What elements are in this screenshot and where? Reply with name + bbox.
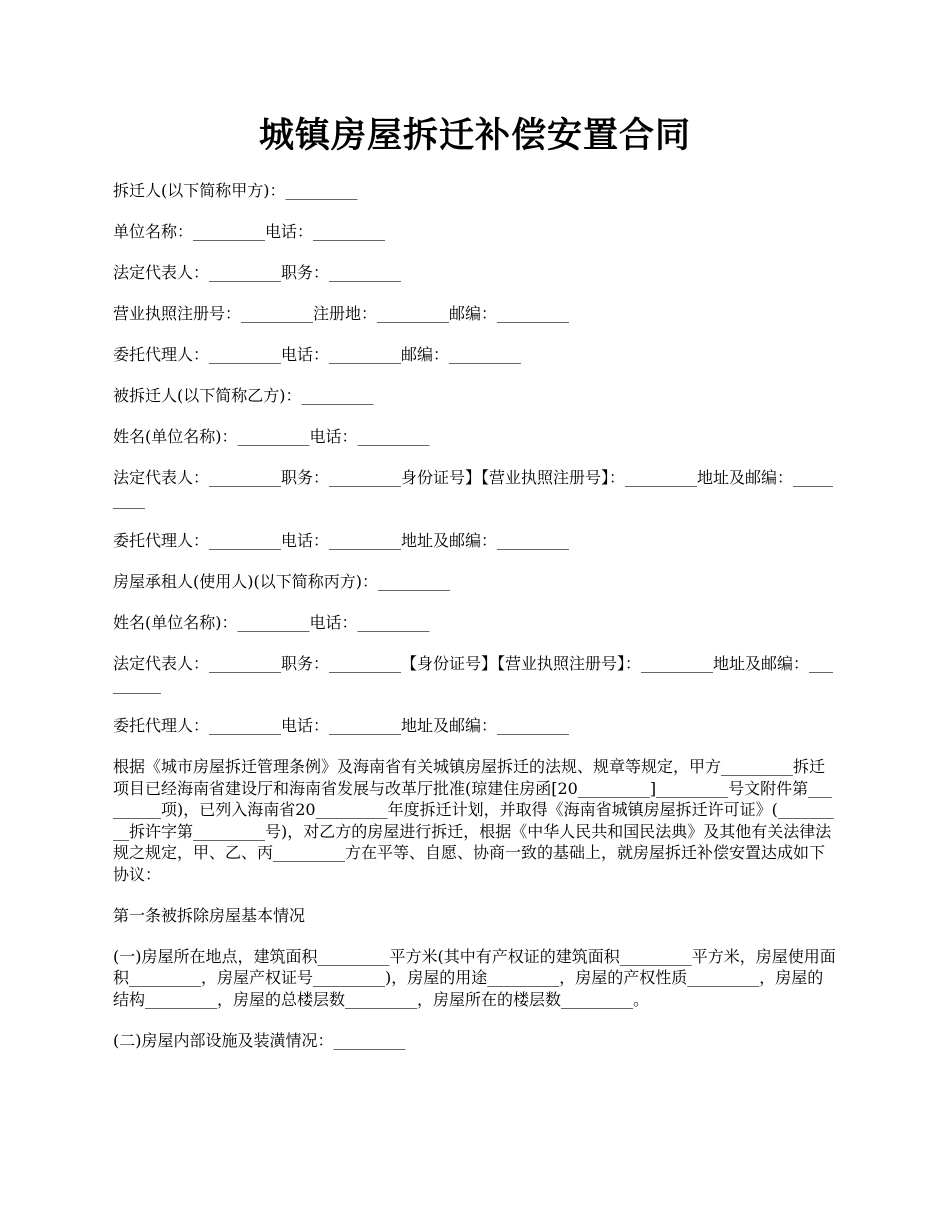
paragraph: 委托代理人：_________电话：_________邮编：_________ [113, 345, 522, 364]
paragraph: 法定代表人：_________职务：_________【身份证号】【营业执照注册号】：_________地址及邮编：_________ [113, 653, 834, 694]
paragraph: 委托代理人：_________电话：_________地址及邮编：_________ [113, 530, 570, 550]
paragraph: (一)房屋所在地点，建筑面积_________平方米(其中有产权证的建筑面积_________平方米，房屋使用面积_________，房屋产权证号_________)，房屋的用途_________，房屋的产权性质_________，房屋的结构_________，房屋的总楼层数_________，房屋所在的楼层数_________。 [113, 946, 836, 1009]
paragraph: 被拆迁人(以下简称乙方)：_________ [113, 386, 374, 405]
document-body [113, 180, 837, 1071]
section-heading: 第一条被拆除房屋基本情况 [113, 905, 306, 925]
paragraph: 法定代表人：_________职务：_________ [113, 263, 402, 282]
paragraph: 根据《城市房屋拆迁管理条例》及海南省有关城镇房屋拆迁的法规、规章等规定，甲方_________拆迁项目已经海南省建设厅和海南省发展与改革厅批准(琼建住房函[20_________]_________号文附件第_________项)，已列入海南省20_________年度拆迁计划，并取得《海南省城镇房屋拆迁许可证》(_________拆许字第_________号)，对乙方的房屋进行拆迁，根据《中华人民共和国民法典》及其他有关法律法规之规定，甲、乙、丙_________方在平等、自愿、协商一致的基础上，就房屋拆迁补偿安置达成如下协议： [113, 757, 834, 884]
paragraph: 法定代表人：_________职务：_________身份证号】【营业执照注册号】：_________地址及邮编：_________ [113, 468, 834, 509]
paragraph: 房屋承租人(使用人)(以下简称丙方)：_________ [113, 571, 450, 591]
paragraph: (二)房屋内部设施及装潢情况：_________ [113, 1030, 406, 1050]
paragraph: 拆迁人(以下简称甲方)：_________ [113, 181, 358, 200]
document-title: 城镇房屋拆迁补偿安置合同 [258, 115, 691, 156]
paragraph: 单位名称：_________电话：_________ [113, 222, 386, 241]
paragraph: 姓名(单位名称)：_________电话：_________ [113, 427, 430, 446]
paragraph: 营业执照注册号：_________注册地：_________邮编：_________ [113, 304, 570, 323]
paragraph: 委托代理人：_________电话：_________地址及邮编：_________ [113, 716, 570, 735]
paragraph: 姓名(单位名称)：_________电话：_________ [113, 612, 430, 632]
